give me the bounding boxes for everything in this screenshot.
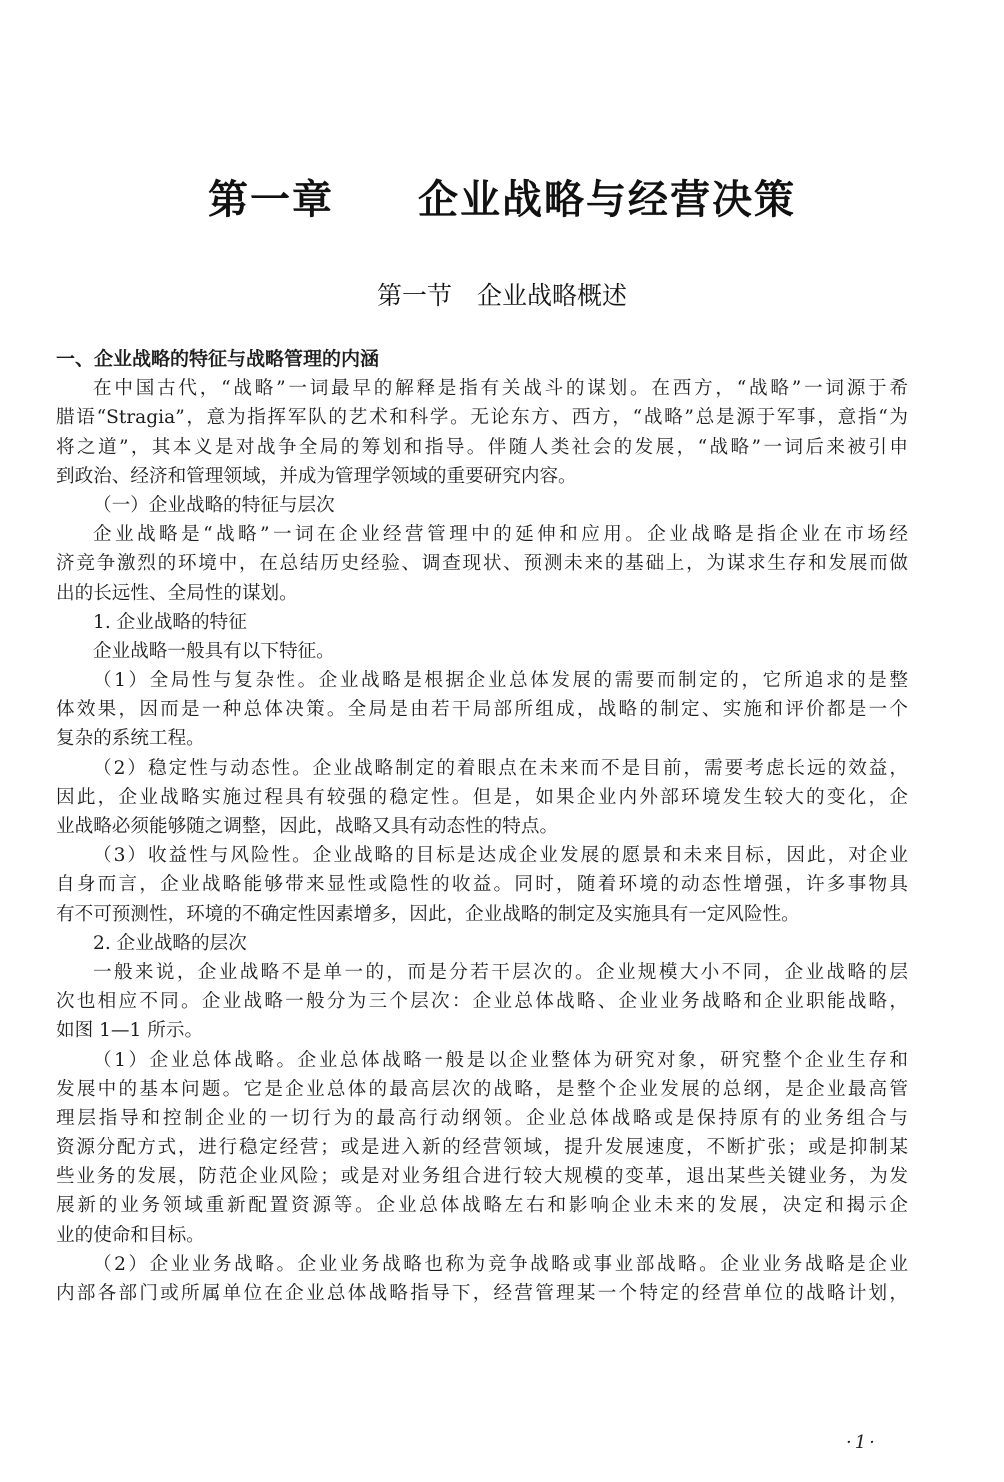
text-line: 在中国古代，“战略”一词最早的解释是指有关战斗的谋划。在西方，“战略”一词源于希 [93, 378, 908, 400]
text-line: 因此，企业战略实施过程具有较强的稳定性。但是，如果企业内外部环境发生较大的变化，企 [56, 786, 908, 808]
text-line: （2）企业业务战略。企业业务战略也称为竞争战略或事业部战略。企业业务战略是企业 [93, 1253, 908, 1275]
text-line: 发展中的基本问题。它是企业总体的最高层次的战略，是整个企业发展的总纲，是企业最高管 [56, 1078, 908, 1100]
text-line: 济竞争激烈的环境中，在总结历史经验、调查现状、预测未来的基础上，为谋求生存和发展而做 [56, 553, 908, 575]
page-number: ·1· [846, 1432, 878, 1453]
text-line: （2）稳定性与动态性。企业战略制定的着眼点在未来而不是目前，需要考虑长远的效益， [93, 757, 908, 779]
paragraph-1 [56, 374, 908, 491]
paragraph-6 [56, 841, 908, 929]
text-line: 如图 1—1 所示。 [56, 1020, 204, 1042]
text-line: （3）收益性与风险性。企业战略的目标是达成企业发展的愿景和未来目标，因此，对企业 [93, 845, 908, 867]
item-heading: 2. 企业战略的层次 [93, 932, 247, 954]
text-line: 腊语“Stragia”，意为指挥军队的艺术和科学。无论东方、西方，“战略”总是源于军事，意指“为 [56, 407, 908, 429]
text-line: 内部各部门或所属单位在企业总体战略指导下，经营管理某一个特定的经营单位的战略计划， [56, 1283, 908, 1304]
text-line: 企业战略一般具有以下特征。 [93, 640, 335, 662]
body-text [56, 345, 908, 1308]
text-line: 有不可预测性，环境的不确定性因素增多，因此，企业战略的制定及实施具有一定风险性。 [56, 903, 800, 925]
text-line: 自身而言，企业战略能够带来显性或隐性的收益。同时，随着环境的动态性增强，许多事物具 [56, 874, 908, 896]
paragraph-4 [56, 666, 908, 754]
chapter-title: 第一章 企业战略与经营决策 [208, 176, 796, 223]
text-line: 理层指导和控制企业的一切行为的最高行动纲领。企业总体战略或是保持原有的业务组合与 [56, 1107, 908, 1129]
paragraph-5 [56, 754, 908, 842]
text-line: （1）全局性与复杂性。企业战略是根据企业总体发展的需要而制定的，它所追求的是整 [93, 670, 908, 692]
item-heading: 1. 企业战略的特征 [93, 611, 247, 633]
text-line: 些业务的发展，防范企业风险；或是对业务组合进行较大规模的变革，退出某些关键业务，为发 [56, 1166, 908, 1188]
text-line: 复杂的系统工程。 [56, 728, 205, 750]
text-line: 到政治、经济和管理领域，并成为管理学领域的重要研究内容。 [56, 465, 577, 487]
paragraph-8 [56, 1046, 908, 1250]
paragraph-2 [56, 520, 908, 608]
paragraph-9 [56, 1250, 908, 1308]
text-line: 企业战略是“战略”一词在企业经营管理中的延伸和应用。企业战略是指企业在市场经 [93, 524, 908, 546]
text-line: 业战略必须能够随之调整，因此，战略又具有动态性的特点。 [56, 816, 559, 837]
text-line: 业的使命和目标。 [56, 1224, 205, 1246]
text-line: 一般来说，企业战略不是单一的，而是分若干层次的。企业规模大小不同，企业战略的层 [93, 961, 908, 983]
sub-heading: （一）企业战略的特征与层次 [93, 494, 335, 516]
text-line: （1）企业总体战略。企业总体战略一般是以企业整体为研究对象，研究整个企业生存和 [93, 1049, 908, 1071]
heading-level-1: 一、企业战略的特征与战略管理的内涵 [56, 348, 380, 370]
paragraph-3 [56, 637, 908, 666]
text-line: 将之道”，其本义是对战争全局的筹划和指导。伴随人类社会的发展，“战略”一词后来被引申 [56, 436, 908, 458]
section-title: 第一节 企业战略概述 [376, 281, 627, 310]
paragraph-7 [56, 958, 908, 1046]
text-line: 次也相应不同。企业战略一般分为三个层次：企业总体战略、企业业务战略和企业职能战略， [56, 991, 908, 1013]
text-line: 出的长远性、全局性的谋划。 [56, 582, 298, 604]
text-line: 资源分配方式，进行稳定经营；或是进入新的经营领域，提升发展速度，不断扩张；或是抑制某 [56, 1137, 908, 1159]
text-line: 体效果，因而是一种总体决策。全局是由若干局部所组成，战略的制定、实施和评价都是一个 [56, 699, 908, 721]
text-line: 展新的业务领域重新配置资源等。企业总体战略左右和影响企业未来的发展，决定和揭示企 [56, 1195, 908, 1217]
